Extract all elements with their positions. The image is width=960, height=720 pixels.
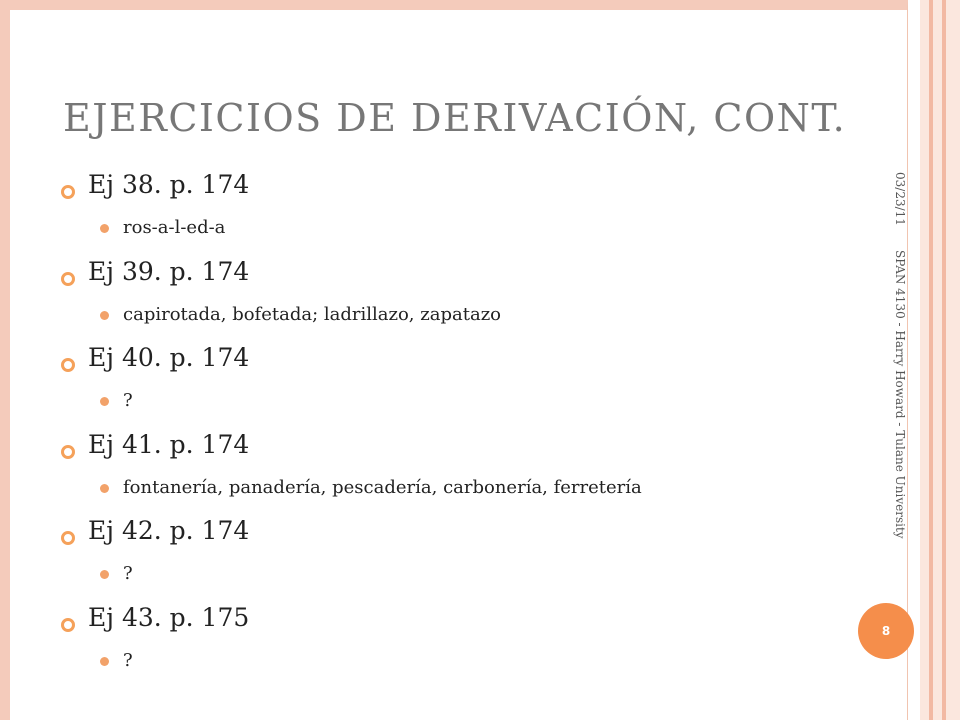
exercise-heading: Ej 43. p. 175 — [88, 602, 250, 632]
level1-bullet-row — [60, 251, 830, 294]
page-number-badge — [858, 603, 914, 659]
orange-dot-bullet-icon — [100, 570, 109, 579]
list-item — [60, 510, 830, 597]
decorative-stripes — [920, 0, 960, 720]
orange-hollow-circle-bullet-icon — [60, 610, 88, 640]
list-item — [60, 337, 830, 424]
orange-hollow-circle-bullet-icon — [60, 264, 88, 294]
exercise-heading: Ej 38. p. 174 — [88, 170, 250, 199]
level2-bullet-row — [60, 467, 830, 511]
orange-hollow-circle-bullet-icon — [60, 177, 88, 207]
orange-hollow-circle-bullet-icon — [60, 437, 88, 467]
list-item — [60, 424, 830, 511]
orange-dot-bullet-icon — [100, 657, 109, 666]
orange-dot-bullet-icon — [100, 484, 109, 493]
level2-bullet-row — [60, 553, 830, 597]
orange-hollow-circle-bullet-icon — [60, 350, 88, 380]
list-item — [60, 164, 830, 251]
exercise-heading: Ej 41. p. 174 — [88, 429, 250, 459]
orange-dot-bullet-icon — [100, 224, 109, 233]
level1-bullet-row — [60, 424, 830, 467]
exercise-heading: Ej 39. p. 174 — [88, 256, 250, 286]
level1-bullet-row — [60, 510, 830, 553]
level2-bullet-row — [60, 380, 830, 424]
exercise-detail: ros-a-l-ed-a — [123, 217, 226, 238]
list-item — [60, 597, 830, 684]
orange-hollow-circle-bullet-icon — [60, 523, 88, 553]
exercise-heading: Ej 40. p. 174 — [88, 343, 250, 373]
slide-date: 03/23/11 — [893, 172, 907, 226]
list-item — [60, 251, 830, 338]
exercise-detail: ? — [123, 649, 133, 671]
level2-bullet-row — [60, 207, 830, 251]
level1-bullet-row — [60, 597, 830, 640]
level2-bullet-row — [60, 640, 830, 684]
exercise-detail: ? — [123, 563, 133, 585]
exercise-detail: ? — [123, 390, 133, 412]
slide-title: EJERCICIOS DE DERIVACIÓN, CONT. — [63, 96, 847, 140]
exercise-detail: capirotada, bofetada; ladrillazo, zapatazo — [123, 303, 502, 325]
orange-dot-bullet-icon — [100, 397, 109, 406]
level2-bullet-row — [60, 294, 830, 338]
bullet-list — [60, 164, 830, 684]
page-number: 8 — [881, 624, 891, 638]
level1-bullet-row — [60, 164, 830, 207]
slide-footer: SPAN 4130 - Harry Howard - Tulane University — [893, 250, 907, 539]
exercise-detail: fontanería, panadería, pescadería, carbonería, ferretería — [123, 476, 642, 498]
exercise-heading: Ej 42. p. 174 — [88, 516, 250, 546]
level1-bullet-row — [60, 337, 830, 380]
orange-dot-bullet-icon — [100, 311, 109, 320]
